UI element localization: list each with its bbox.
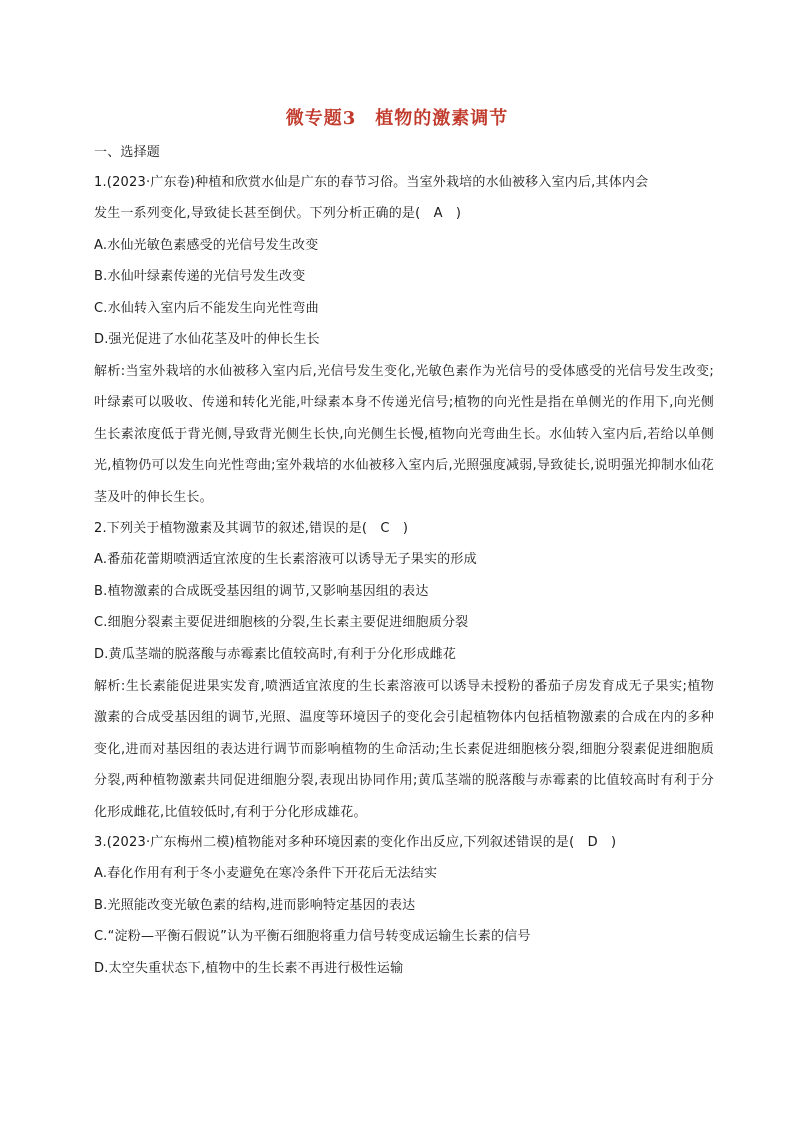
question-1-stem-line-2: 发生一系列变化,导致徒长甚至倒伏。下列分析正确的是( A ) bbox=[94, 206, 462, 221]
question-3-option-c: C.“淀粉—平衡石假说”认为平衡石细胞将重力信号转变成运输生长素的信号 bbox=[94, 929, 531, 944]
question-3-option-d: D.太空失重状态下,植物中的生长素不再进行极性运输 bbox=[94, 961, 404, 976]
section-heading: 一、选择题 bbox=[94, 145, 161, 160]
question-2-option-b: B.植物激素的合成既受基因组的调节,又影响基因组的表达 bbox=[94, 584, 429, 599]
question-2-stem: 2.下列关于植物激素及其调节的叙述,错误的是( C ) bbox=[94, 521, 409, 536]
question-1-option-b: B.水仙叶绿素传递的光信号发生改变 bbox=[94, 269, 306, 284]
question-3-option-b: B.光照能改变光敏色素的结构,进而影响特定基因的表达 bbox=[94, 898, 416, 913]
question-2-option-c: C.细胞分裂素主要促进细胞核的分裂,生长素主要促进细胞质分裂 bbox=[94, 615, 469, 630]
question-3-option-a: A.春化作用有利于冬小麦避免在寒冷条件下开花后无法结实 bbox=[94, 866, 438, 881]
question-1-analysis: 解析:当室外栽培的水仙被移入室内后,光信号发生变化,光敏色素作为光信号的受体感受的光信号发生改变;叶绿素可以吸收、传递和转化光能,叶绿素本身不传递光信号;植物的向光性是指在单侧光的作用下,向光侧生长素浓度低于背光侧,导致背光侧生长快,向光侧生长慢,植物向光弯曲生长。水仙转入室内后,若给以单侧光,植物仍可以发生向光性弯曲;室外栽培的水仙被移入室内后,光照强度减弱,导致徒长,说明强光抑制水仙花茎及叶的伸长生长。 bbox=[94, 364, 714, 505]
question-3-stem: 3.(2023·广东梅州二模)植物能对多种环境因素的变化作出反应,下列叙述错误的是( D ) bbox=[94, 835, 617, 850]
question-1-stem-line-1: 1.(2023·广东卷)种植和欣赏水仙是广东的春节习俗。当室外栽培的水仙被移入室内后,其体内会 bbox=[94, 175, 649, 190]
question-2-option-d: D.黄瓜茎端的脱落酸与赤霉素比值较高时,有利于分化形成雌花 bbox=[94, 647, 457, 662]
question-2-analysis: 解析:生长素能促进果实发育,喷洒适宜浓度的生长素溶液可以诱导未授粉的番茄子房发育成无子果实;植物激素的合成受基因组的调节,光照、温度等环境因子的变化会引起植物体内包括植物激素的合成在内的多种变化,进而对基因组的表达进行调节而影响植物的生命活动;生长素促进细胞核分裂,细胞分裂素促进细胞质分裂,两种植物激素共同促进细胞分裂,表现出协同作用;黄瓜茎端的脱落酸与赤霉素的比值较高时有利于分化形成雌花,比值较低时,有利于分化形成雄花。 bbox=[94, 679, 714, 820]
question-1-option-d: D.强光促进了水仙花茎及叶的伸长生长 bbox=[94, 332, 320, 347]
question-2-option-a: A.番茄花蕾期喷洒适宜浓度的生长素溶液可以诱导无子果实的形成 bbox=[94, 552, 477, 567]
question-1-option-c: C.水仙转入室内后不能发生向光性弯曲 bbox=[94, 301, 319, 316]
question-1-option-a: A.水仙光敏色素感受的光信号发生改变 bbox=[94, 238, 319, 253]
page-title: 微专题3 植物的激素调节 bbox=[285, 108, 509, 129]
